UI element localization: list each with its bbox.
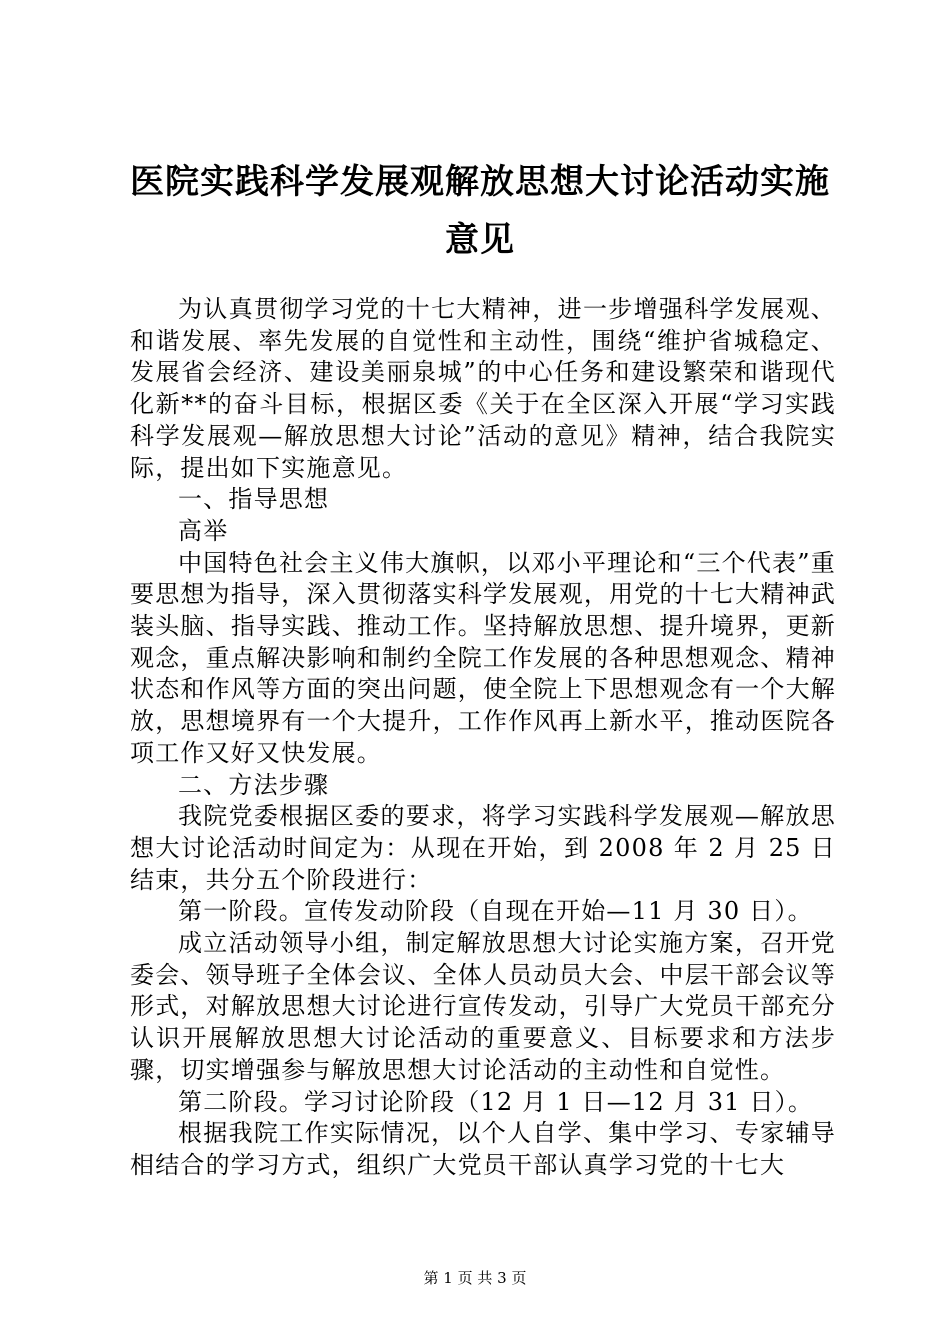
document-title-line-2: 意见 [445, 220, 515, 260]
stage-two-paragraph: 根据我院工作实际情况，以个人自学、集中学习、专家辅导相结合的学习方式，组织广大党员干部认真学习党的十七大 [130, 1119, 836, 1179]
stage-one-paragraph: 成立活动领导小组，制定解放思想大讨论实施方案，召开党委会、领导班子全体会议、全体人员动员大会、中层干部会议等形式，对解放思想大讨论进行宣传发动，引导广大党员干部充分认识开展解放思想大讨论活动的重要意义、目标要求和方法步骤，切实增强参与解放思想大讨论活动的主动性和自觉性。 [130, 929, 836, 1084]
methods-intro-paragraph: 我院党委根据区委的要求，将学习实践科学发展观—解放思想大讨论活动时间定为：从现在开始，到 2008 年 2 月 25 日结束，共分五个阶段进行： [130, 802, 836, 894]
document-body [130, 294, 836, 1182]
intro-paragraph: 为认真贯彻学习党的十七大精神，进一步增强科学发展观、和谐发展、率先发展的自觉性和主动性，围绕“维护省城稳定、发展省会经济、建设美丽泉城”的中心任务和建设繁荣和谐现代化新**的奋斗目标，根据区委《关于在全区深入开展“学习实践科学发展观—解放思想大讨论”活动的意见》精神，结合我院实际，提出如下实施意见。 [130, 295, 836, 482]
page-number-footer: 第 1 页 共 3 页 [423, 1269, 527, 1287]
document-title-line-1: 医院实践科学发展观解放思想大讨论活动实施 [130, 162, 830, 202]
section-heading-guiding-ideology: 一、指导思想 [178, 485, 330, 514]
stage-one-heading: 第一阶段。宣传发动阶段（自现在开始—11 月 30 日）。 [178, 897, 813, 926]
stage-two-heading: 第二阶段。学习讨论阶段（12 月 1 日—12 月 31 日）。 [178, 1087, 814, 1116]
guiding-ideology-paragraph: 中国特色社会主义伟大旗帜，以邓小平理论和“三个代表”重要思想为指导，深入贯彻落实科学发展观，用党的十七大精神武装头脑、指导实践、推动工作。坚持解放思想、提升境界，更新观念，重点解决影响和制约全院工作发展的各种思想观念、精神状态和作风等方面的突出问题，使全院上下思想观念有一个大解放，思想境界有一个大提升，工作作风再上新水平，推动医院各项工作又好又快发展。 [130, 548, 836, 767]
section-heading-methods-steps: 二、方法步骤 [178, 770, 330, 799]
paragraph-uphold: 高举 [178, 516, 229, 545]
